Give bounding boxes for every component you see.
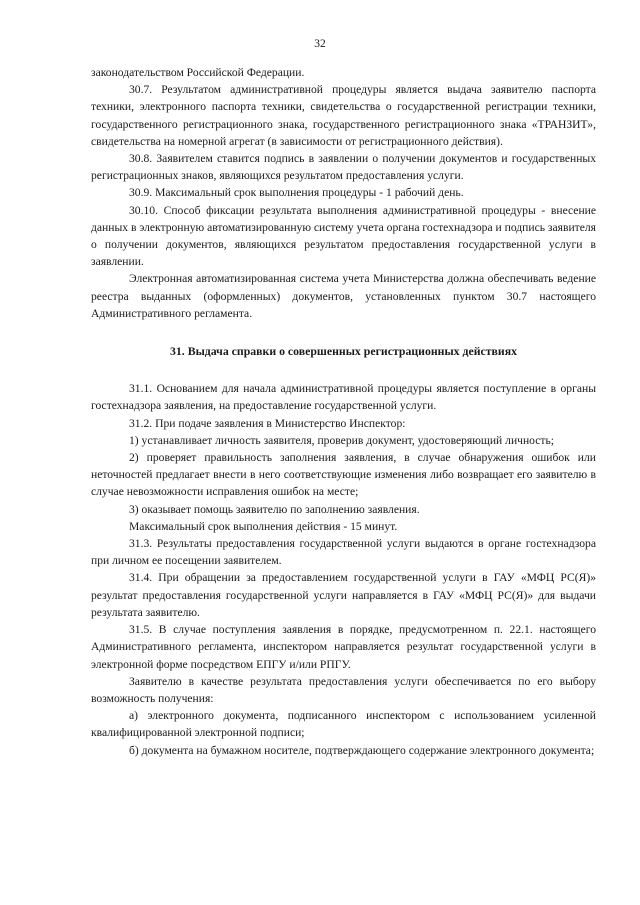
list-item-b: б) документа на бумажном носителе, подтверждающего содержание электронного документа; — [129, 743, 595, 757]
list-item-a: а) электронного документа, подписанного инспектором с использованием усиленной квалифицированной электронной подписи; — [91, 709, 596, 740]
paragraph-30-8: 30.8. Заявителем ставится подпись в заявлении о получении документов и государственных регистрационных знаков, являющихся результатом предоставления услуги. — [91, 152, 596, 183]
page-number: 32 — [314, 38, 326, 50]
paragraph-30-9: 30.9. Максимальный срок выполнения процедуры - 1 рабочий день. — [129, 186, 464, 200]
paragraph-result-options: Заявителю в качестве результата предоставления услуги обеспечивается по его выбору возможность получения: — [91, 674, 596, 705]
paragraph-31-2: 31.2. При подаче заявления в Министерство Инспектор: — [129, 416, 406, 430]
paragraph-max-time: Максимальный срок выполнения действия - 15 минут. — [129, 519, 398, 533]
list-item-3: 3) оказывает помощь заявителю по заполнению заявления. — [129, 502, 420, 516]
document-body — [91, 64, 596, 759]
paragraph-31-4: 31.4. При обращении за предоставлением государственной услуги в ГАУ «МФЦ РС(Я)» результат предоставления государственной услуги направляется в ГАУ «МФЦ РС(Я)» для выдачи результата заявителю. — [91, 571, 596, 619]
paragraph-31-3: 31.3. Результаты предоставления государственной услуги выдаются в органе гостехнадзора при личном ее посещении заявителем. — [91, 537, 596, 568]
paragraph-31-1: 31.1. Основанием для начала административной процедуры является поступление в органы гостехнадзора заявления, на предоставление государственной услуги. — [91, 382, 596, 413]
paragraph-31-5: 31.5. В случае поступления заявления в порядке, предусмотренном п. 22.1. настоящего Административного регламента, инспектором направляется результат государственной услуги в электронной форме посредством ЕПГУ и/или РПГУ. — [91, 623, 596, 671]
list-item-2: 2) проверяет правильность заполнения заявления, в случае обнаружения ошибок или неточностей предлагает внести в него соответствующие изменения либо возвращает его заявителю в случае невозможности исправления ошибок на месте; — [91, 451, 596, 499]
paragraph-electronic-system: Электронная автоматизированная система учета Министерства должна обеспечивать ведение реестра выданных (оформленных) документов, установленных пунктом 30.7 настоящего Административного регламента. — [91, 272, 596, 320]
list-item-1: 1) устанавливает личность заявителя, проверив документ, удостоверяющий личность; — [129, 433, 554, 447]
paragraph-30-7: 30.7. Результатом административной процедуры является выдача заявителю паспорта техники, электронного паспорта техники, свидетельства о государственной регистрации техники, государственного регистрационного знака, государственного регистрационного знака «ТРАНЗИТ», свидетельства на номерной агрегат (в зависимости от регистрационного действия). — [91, 83, 596, 148]
paragraph-continuation: законодательством Российской Федерации. — [91, 66, 305, 79]
section-heading: 31. Выдача справки о совершенных регистрационных действиях — [170, 344, 517, 359]
paragraph-30-10: 30.10. Способ фиксации результата выполнения административной процедуры - внесение данных в электронную автоматизированную систему учета органа гостехнадзора и подпись заявителя о получении документов, являющихся результатом предоставления государственной услуги в заявлении. — [91, 203, 596, 269]
